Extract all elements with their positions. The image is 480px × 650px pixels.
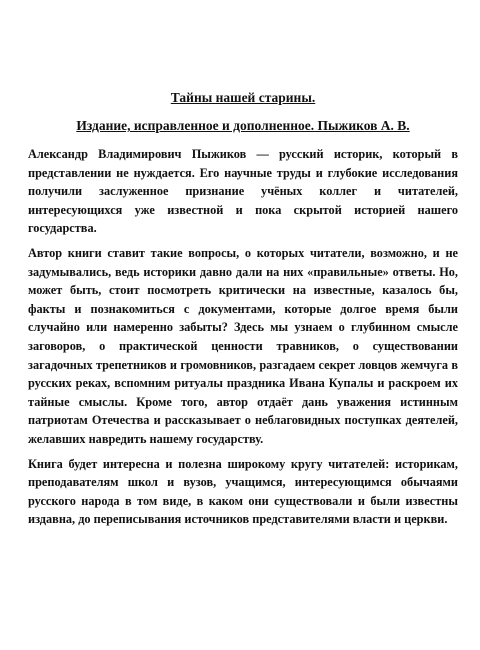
paragraph-author-intro: Александр Владимирович Пыжиков — русский историк, который в представлении не нуждается. Его научные труды и глубокие исследования получили заслуженное признание учёных коллег и читателей, интересующихся уже известной и пока скрытой историей нашего государства.: [28, 147, 458, 236]
paragraph-book-content: Автор книги ставит такие вопросы, о которых читатели, возможно, и не задумывались, ведь историки давно дали на них «правильные» ответы. Но, может быть, стоит посмотреть критически на известные, казалось бы, факты и познакомиться с документами, которые долгое время были случайно или намеренно забыты? Здесь мы узнаем о глубинном смысле заговоров, о практической ценности травников, о существовании загадочных трепетников и громовников, разгадаем секрет ловцов жемчуга в русских реках, вспомним ритуалы праздника Ивана Купалы и раскроем их тайные смыслы. Кроме того, автор отдаёт дань уважения истинным патриотам Отечества и рассказывает о неблаговидных поступках деятелей, желавших навредить нашему государству.: [28, 245, 458, 446]
paragraph-audience: Книга будет интересна и полезна широкому кругу читателей: историкам, преподавателям школ и вузов, учащимся, интересующимся обычаями русского народа в том виде, в каком они существовали и были известны издавна, до переписывания источников представителями власти и церкви.: [28, 456, 458, 527]
document-title: Тайны нашей старины.: [170, 90, 316, 105]
document-page: [28, 88, 458, 535]
document-subtitle: Издание, исправленное и дополненное. Пыжиков А. В.: [76, 118, 410, 133]
